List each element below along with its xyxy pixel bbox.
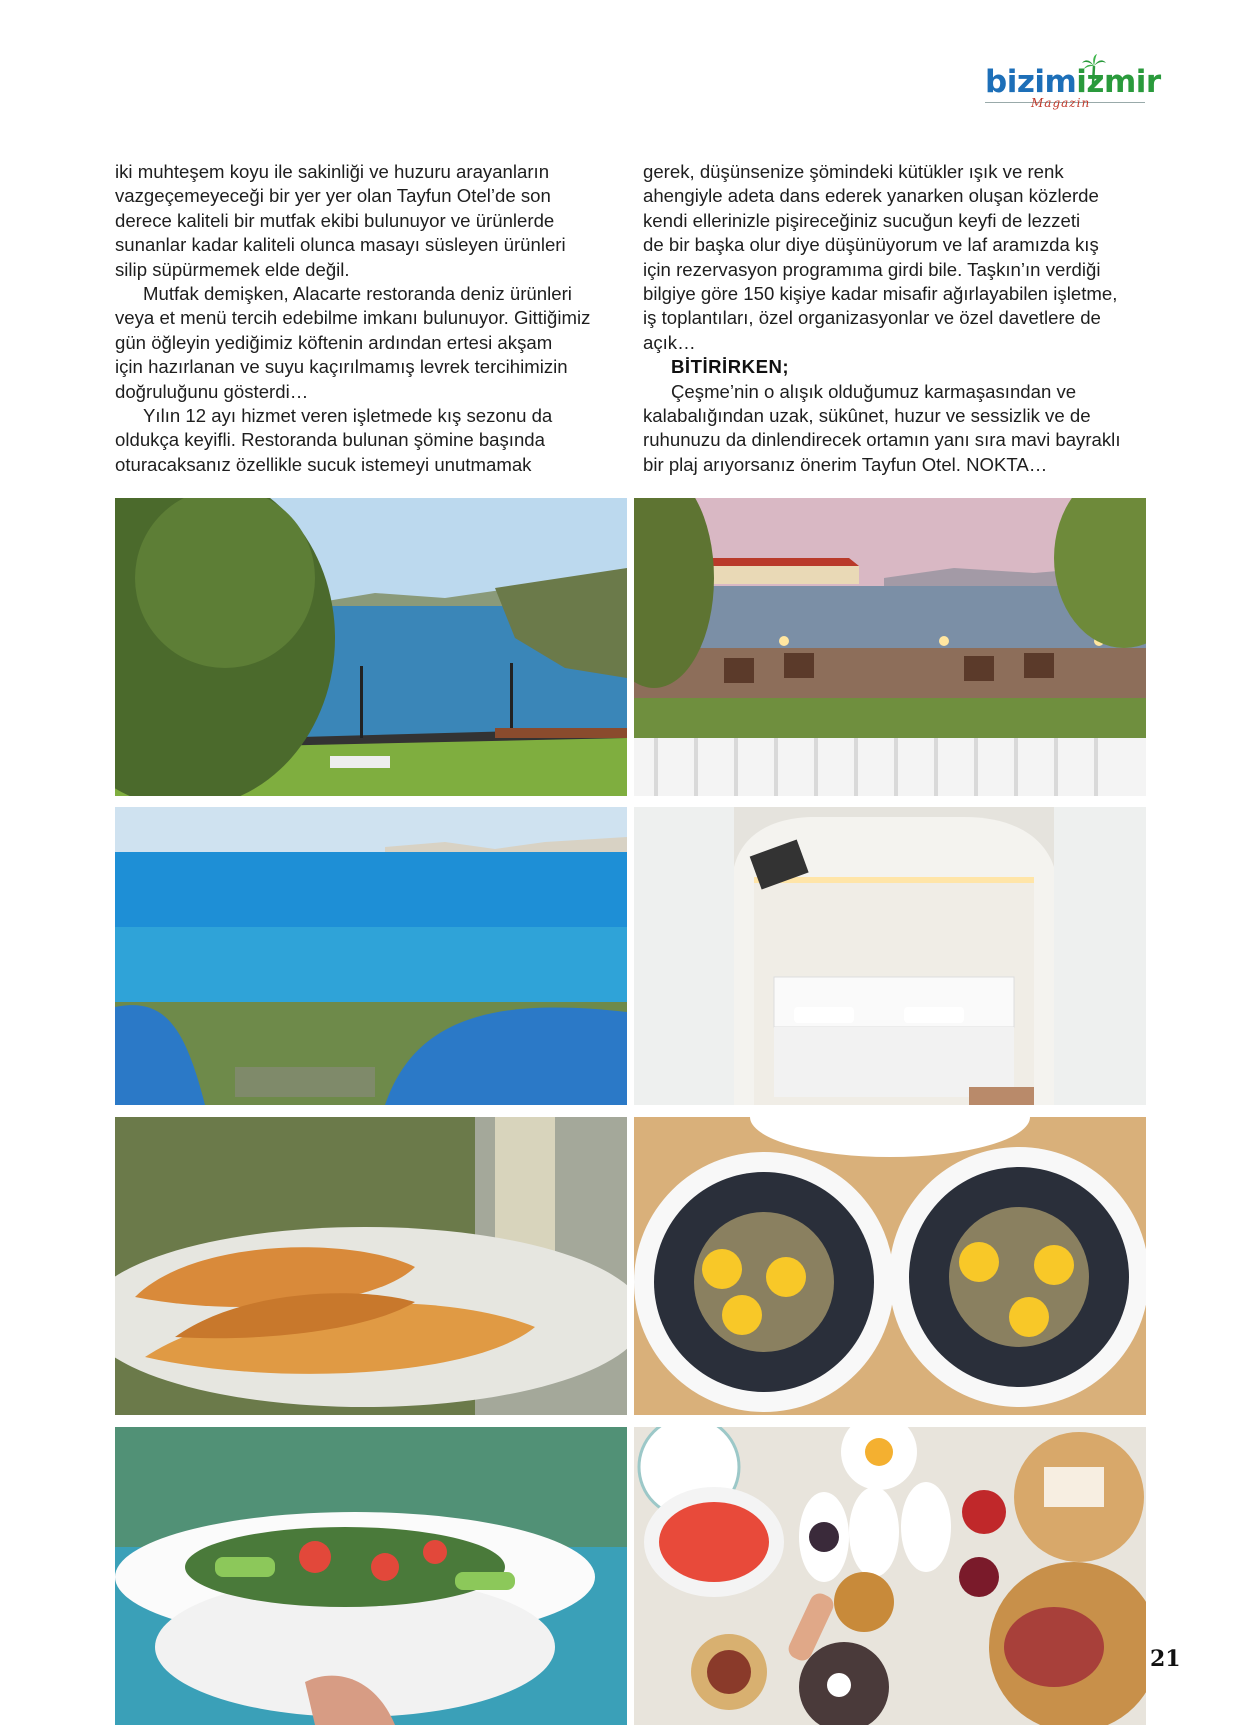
photo-terrace-restaurant — [634, 498, 1146, 796]
photo-turquoise-sea — [115, 807, 627, 1105]
paragraph: iki muhteşem koyu ile sakinliği ve huzuru arayanların vazgeçemeyeceği bir yer yer olan Tayfun Otel’de son derece kaliteli bir mutfak ekibi bulunuyor ve ürünlerde sunanlar kadar kaliteli olunca masayı süsleyen ürünleri silip süpürmemek elde değil. — [115, 161, 566, 280]
photo-fried-fish — [115, 1117, 627, 1415]
paragraph: Mutfak demişken, Alacarte restoranda deniz ürünleri veya et menü tercih edebilme imkanı bulunuyor. Gittiğimiz gün öğleyin yediğimiz köftenin ardından ertesi akşam için hazırlanan ve suyu kaçırılmamış levrek tercihimizin doğruluğunu gösterdi… — [115, 283, 591, 402]
article-right-column — [643, 160, 1153, 477]
logo-wordmark: bizimizmir — [985, 64, 1161, 100]
logo-tagline: Magazin — [1031, 96, 1091, 110]
photo-hotel-room — [634, 807, 1146, 1105]
section-heading: BİTİRİRKEN; — [671, 356, 790, 378]
paragraph: Çeşme’nin o alışık olduğumuz karmaşasından ve kalabalığından uzak, sükûnet, huzur ve sessizlik ve de ruhunuzu da dinlendirecek ortamın yanı sıra mavi bayraklı bir plaj arıyorsanız önerim Tayfun Otel. NOKTA… — [643, 380, 1121, 475]
page-number: 21 — [1150, 1646, 1181, 1672]
photo-salad-bowl — [115, 1427, 627, 1725]
photo-breakfast-spread — [634, 1427, 1146, 1725]
article-left-column — [115, 160, 625, 477]
paragraph: Yılın 12 ayı hizmet veren işletmede kış sezonu da oldukça keyifli. Restoranda bulunan şömine başında oturacaksanız özellikle sucuk istemeyi unutmamak — [115, 405, 553, 475]
magazine-logo — [985, 56, 1161, 112]
paragraph: gerek, düşünsenize şömindeki kütükler ışık ve renk ahengiyle adeta dans ederek yanarken oluşan közlerde kendi ellerinizle pişireceğiniz sucuğun keyfi de lezzeti de bir başka olur diye düşünüyorum ve laf aramızda kış için rezervasyon programıma girdi bile. Taşkın’ın verdiği bilgiye göre 150 kişiye kadar misafir ağırlayabilen işletme, iş toplantıları, özel organizasyonlar ve özel davetlere de açık… — [643, 161, 1118, 353]
photo-sea-view-garden — [115, 498, 627, 796]
photo-stuffed-mussels — [634, 1117, 1146, 1415]
palm-tree-icon — [1081, 54, 1107, 84]
